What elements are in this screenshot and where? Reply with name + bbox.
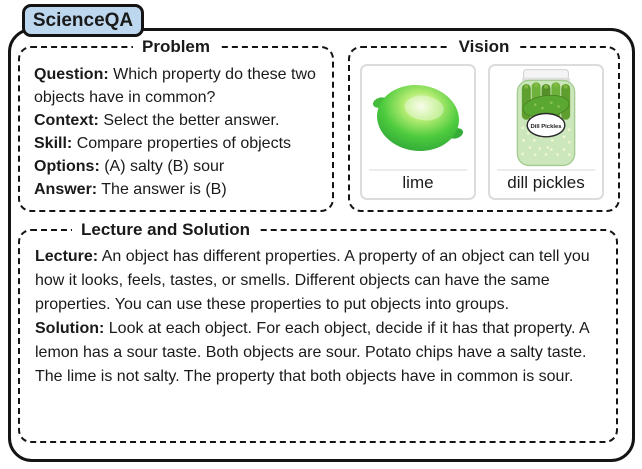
problem-field-context	[34, 109, 318, 132]
scienceqa-badge	[22, 4, 144, 37]
field-label: Options:	[34, 158, 100, 175]
vision-card-pickles	[488, 64, 604, 200]
field-label: Skill:	[34, 135, 73, 152]
lime-image-area	[362, 66, 474, 169]
problem-field-question	[34, 63, 318, 109]
solution-field	[35, 317, 601, 389]
field-value: Compare properties of objects	[76, 135, 292, 152]
field-label: Solution:	[35, 320, 105, 337]
jar-label-text: Dill Pickles	[530, 123, 562, 130]
vision-card-lime	[360, 64, 476, 200]
field-label: Question:	[34, 66, 109, 83]
vision-section-title: Vision	[450, 36, 519, 58]
field-value: Look at each object. For each object, decide if it has that property. A lemon has a sour taste. Both objects are sour. Potato chips have a salty taste. The lime is not salty. The property that both objects have in common is sour.	[35, 320, 589, 385]
problem-content	[20, 48, 332, 201]
vision-card-caption: lime	[402, 173, 434, 192]
pickles-image-area	[490, 66, 602, 169]
vision-section	[348, 37, 620, 212]
problem-section-title: Problem	[133, 36, 219, 58]
problem-section	[18, 37, 334, 212]
field-label: Context:	[34, 112, 99, 129]
lecture-solution-section	[18, 220, 618, 443]
problem-field-answer	[34, 178, 318, 201]
scienceqa-badge-label: ScienceQA	[32, 9, 134, 31]
field-value: (A) salty (B) sour	[104, 158, 225, 175]
lecture-solution-title: Lecture and Solution	[72, 219, 259, 241]
pickle-jar-icon	[512, 68, 580, 168]
field-value: Select the better answer.	[103, 112, 280, 129]
field-value: The answer is (B)	[101, 181, 227, 198]
field-value: An object has different properties. A property of an object can tell you how it looks, feels, tastes, or smells. Different objects can have the same properties. You can use these properties to put objects into groups.	[35, 248, 590, 313]
field-label: Lecture:	[35, 248, 99, 265]
lecture-solution-content	[20, 231, 616, 389]
problem-field-options	[34, 155, 318, 178]
lime-icon	[372, 81, 464, 155]
field-label: Answer:	[34, 181, 98, 198]
field-value: Which property do these two objects have in common?	[34, 66, 316, 106]
lecture-field	[35, 245, 601, 317]
problem-field-skill	[34, 132, 318, 155]
vision-card-caption: dill pickles	[507, 173, 585, 192]
